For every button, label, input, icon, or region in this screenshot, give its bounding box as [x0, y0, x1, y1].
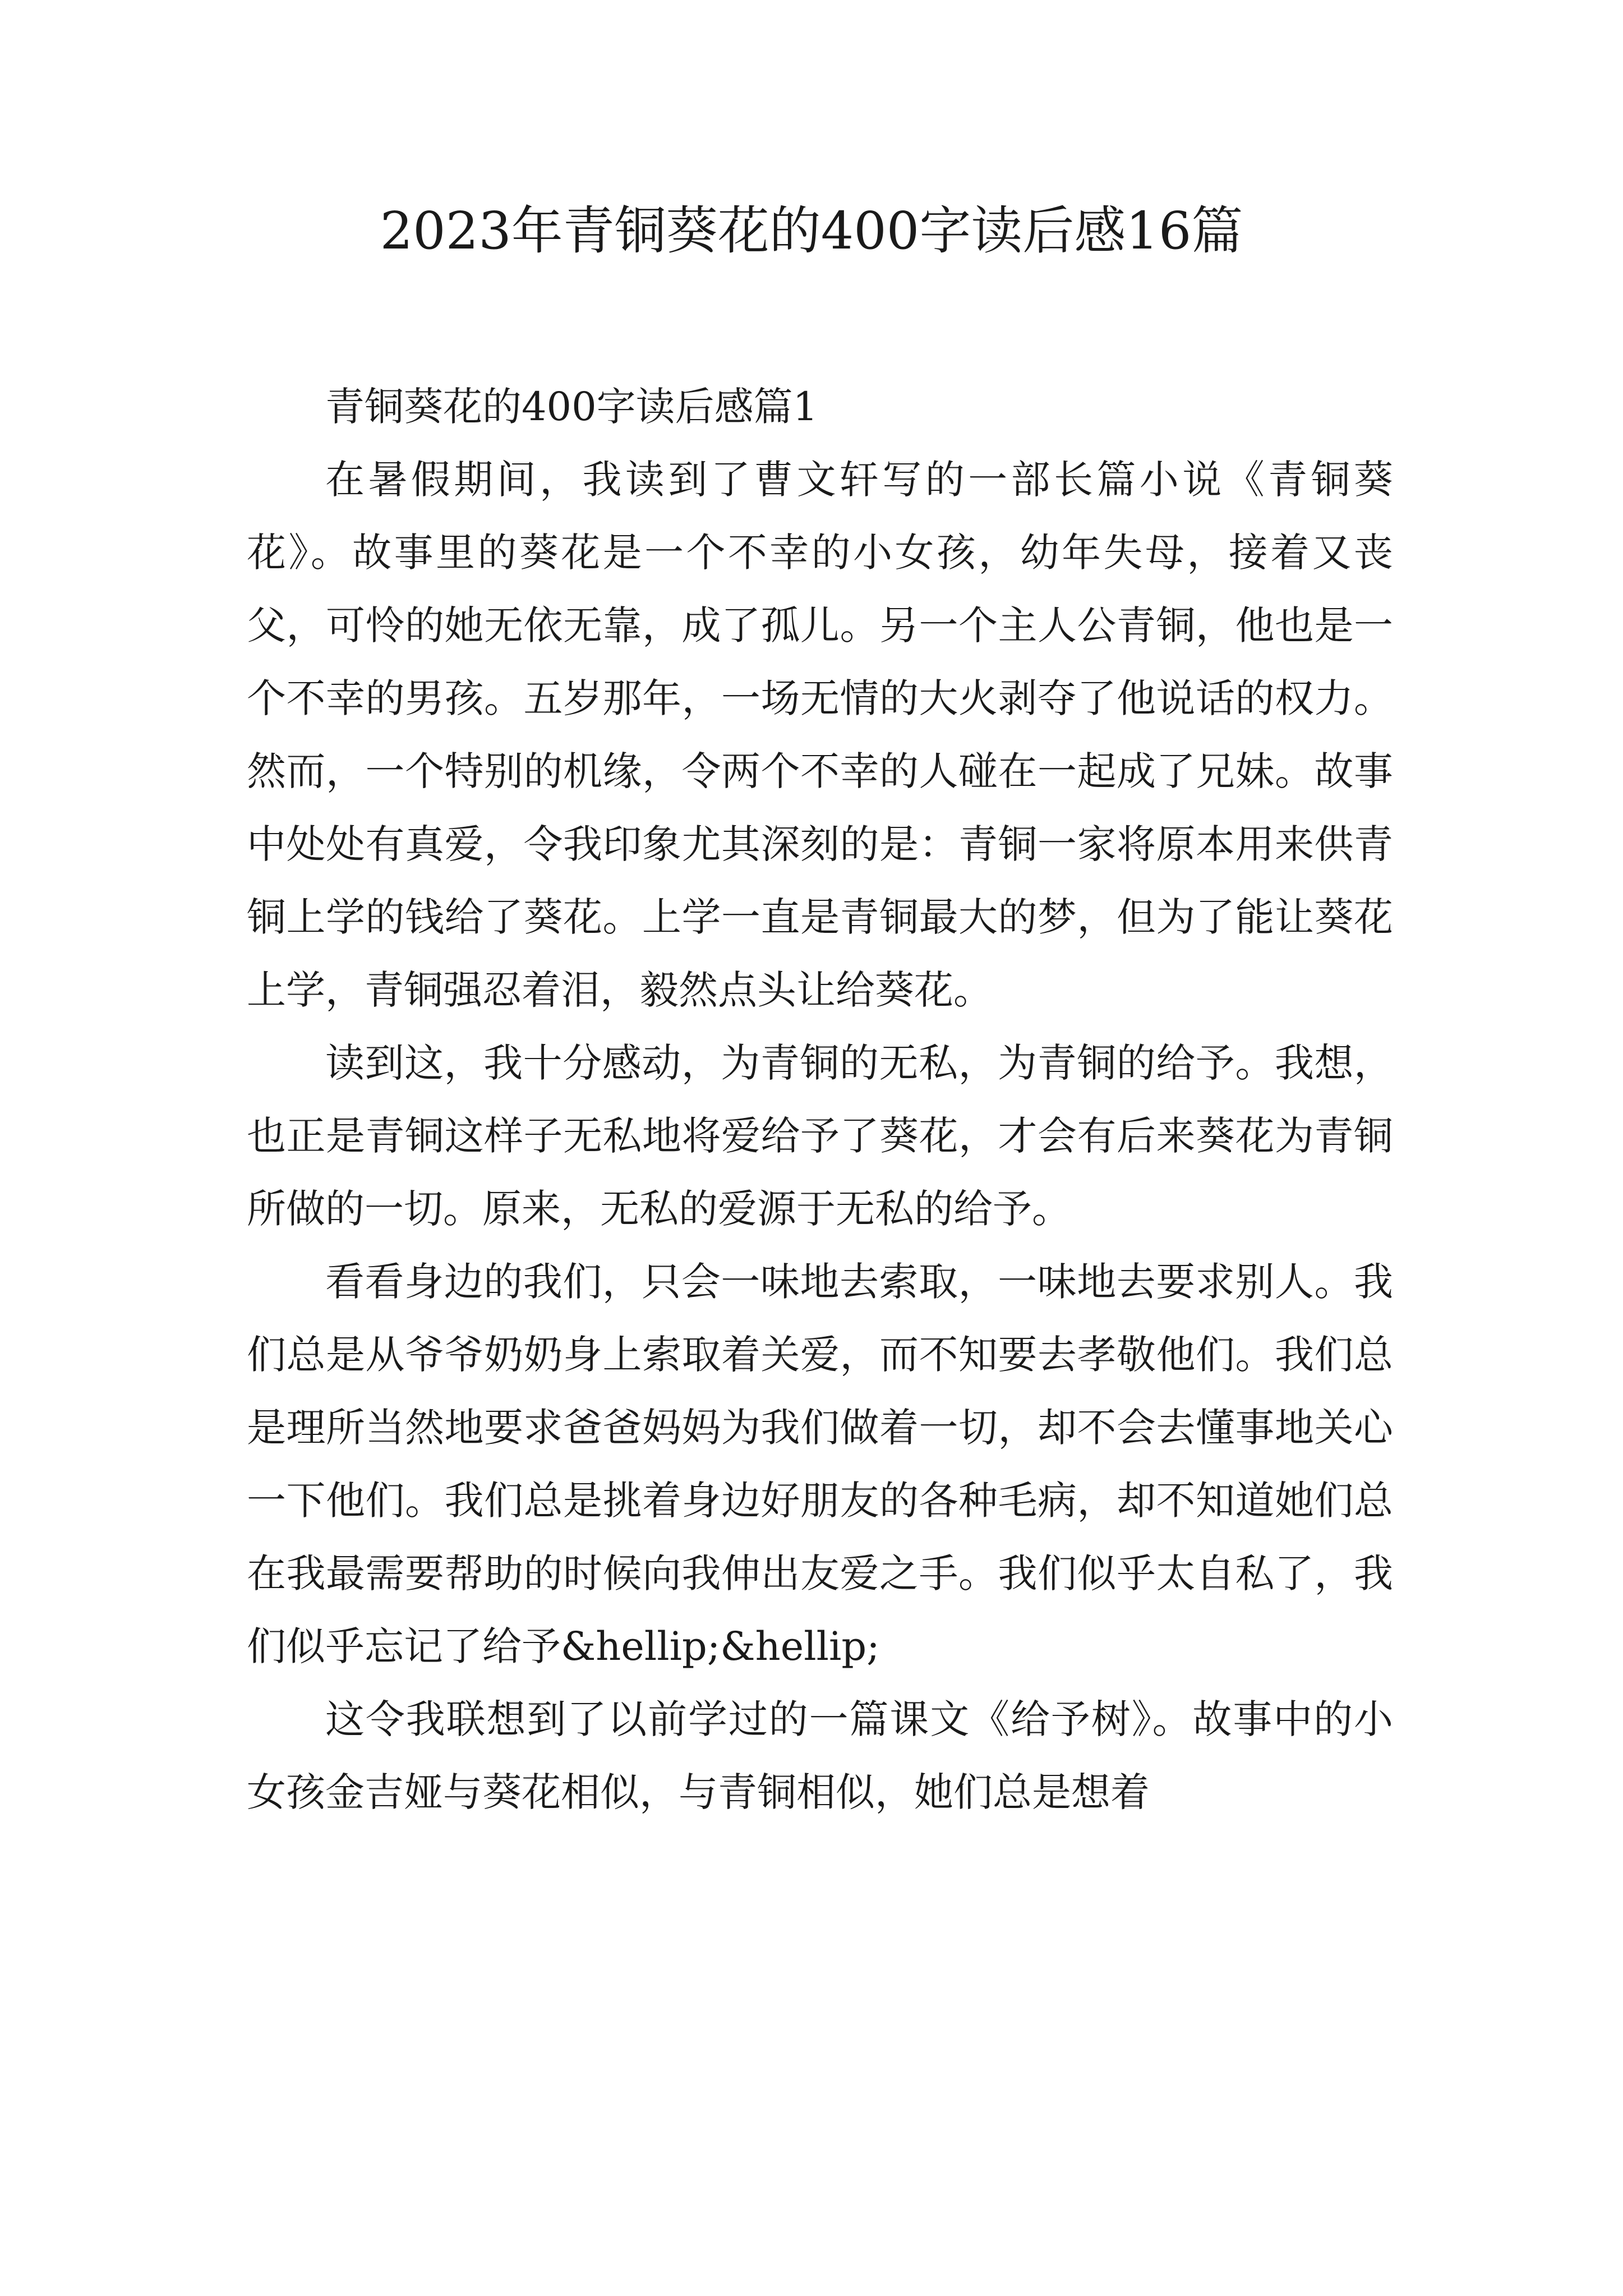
paragraph-1: 在暑假期间，我读到了曹文轩写的一部长篇小说《青铜葵花》。故事里的葵花是一个不幸的小女孩，幼年失母，接着又丧父，可怜的她无依无靠，成了孤儿。另一个主人公青铜，他也是一个不幸的男孩。五岁那年，一场无情的大火剥夺了他说话的权力。然而，一个特别的机缘，令两个不幸的人碰在一起成了兄妹。故事中处处有真爱，令我印象尤其深刻的是：青铜一家将原本用来供青铜上学的钱给了葵花。上学一直是青铜最大的梦，但为了能让葵花上学，青铜强忍着泪，毅然点头让给葵花。	[247, 457, 1393, 1013]
paragraph-2: 读到这，我十分感动，为青铜的无私，为青铜的给予。我想，也正是青铜这样子无私地将爱给予了葵花，才会有后来葵花为青铜所做的一切。原来，无私的爱源于无私的给予。	[247, 1040, 1393, 1232]
document-title: 2023年青铜葵花的400字读后感16篇	[380, 201, 1243, 261]
document-body	[247, 370, 1393, 1829]
section-heading: 青铜葵花的400字读后感篇1	[325, 384, 818, 430]
paragraph-4: 这令我联想到了以前学过的一篇课文《给予树》。故事中的小女孩金吉娅与葵花相似，与青铜相似，她们总是想着	[247, 1696, 1393, 1815]
paragraph-3: 看看身边的我们，只会一味地去索取，一味地去要求别人。我们总是从爷爷奶奶身上索取着关爱，而不知要去孝敬他们。我们总是理所当然地要求爸爸妈妈为我们做着一切，却不会去懂事地关心一下他们。我们总是挑着身边好朋友的各种毛病，却不知道她们总在我最需要帮助的时候向我伸出友爱之手。我们似乎太自私了，我们似乎忘记了给予&hellip;&hellip;	[247, 1259, 1393, 1669]
